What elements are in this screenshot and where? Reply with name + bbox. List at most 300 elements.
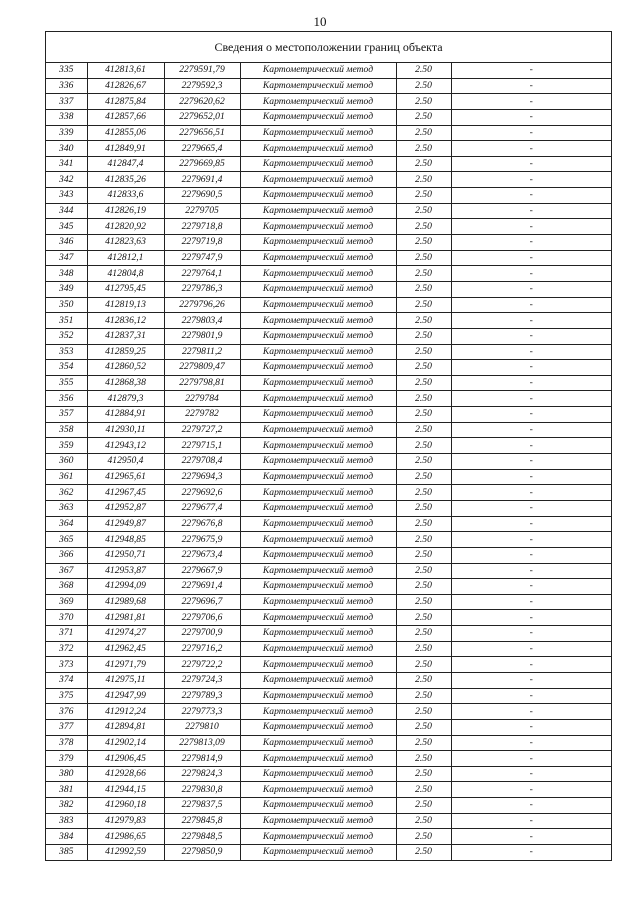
point-number-cell: 346 (46, 235, 87, 251)
x-coordinate-cell: 412994,09 (87, 579, 164, 595)
point-number-cell: 363 (46, 500, 87, 516)
y-coordinate-cell: 2279727,2 (164, 422, 240, 438)
point-number-cell: 378 (46, 735, 87, 751)
accuracy-cell: 2.50 (396, 782, 451, 798)
method-cell: Картометрический метод (240, 672, 396, 688)
y-coordinate-cell: 2279592,3 (164, 78, 240, 94)
point-number-cell: 383 (46, 813, 87, 829)
point-number-cell: 337 (46, 94, 87, 110)
point-number-cell: 339 (46, 125, 87, 141)
accuracy-cell: 2.50 (396, 109, 451, 125)
x-coordinate-cell: 412950,71 (87, 547, 164, 563)
point-number-cell: 371 (46, 626, 87, 642)
table-row (46, 203, 611, 219)
point-number-cell: 352 (46, 328, 87, 344)
method-cell: Картометрический метод (240, 688, 396, 704)
y-coordinate-cell: 2279809,47 (164, 360, 240, 376)
y-coordinate-cell: 2279784 (164, 391, 240, 407)
accuracy-cell: 2.50 (396, 328, 451, 344)
method-cell: Картометрический метод (240, 610, 396, 626)
y-coordinate-cell: 2279696,7 (164, 594, 240, 610)
y-coordinate-cell: 2279691,4 (164, 579, 240, 595)
description-cell: - (451, 219, 611, 235)
x-coordinate-cell: 412875,84 (87, 94, 164, 110)
table-row (46, 328, 611, 344)
point-number-cell: 349 (46, 281, 87, 297)
table-row (46, 563, 611, 579)
method-cell: Картометрический метод (240, 469, 396, 485)
point-number-cell: 381 (46, 782, 87, 798)
y-coordinate-cell: 2279591,79 (164, 63, 240, 78)
y-coordinate-cell: 2279690,5 (164, 188, 240, 204)
point-number-cell: 372 (46, 641, 87, 657)
x-coordinate-cell: 412836,12 (87, 313, 164, 329)
table-row (46, 454, 611, 470)
method-cell: Картометрический метод (240, 125, 396, 141)
point-number-cell: 373 (46, 657, 87, 673)
method-cell: Картометрический метод (240, 156, 396, 172)
x-coordinate-cell: 412944,15 (87, 782, 164, 798)
accuracy-cell: 2.50 (396, 516, 451, 532)
accuracy-cell: 2.50 (396, 360, 451, 376)
y-coordinate-cell: 2279667,9 (164, 563, 240, 579)
accuracy-cell: 2.50 (396, 281, 451, 297)
y-coordinate-cell: 2279677,4 (164, 500, 240, 516)
point-number-cell: 353 (46, 344, 87, 360)
x-coordinate-cell: 412835,26 (87, 172, 164, 188)
coordinates-table-body (46, 63, 611, 860)
method-cell: Картометрический метод (240, 94, 396, 110)
point-number-cell: 342 (46, 172, 87, 188)
method-cell: Картометрический метод (240, 813, 396, 829)
y-coordinate-cell: 2279786,3 (164, 281, 240, 297)
description-cell: - (451, 594, 611, 610)
point-number-cell: 355 (46, 375, 87, 391)
description-cell: - (451, 829, 611, 845)
point-number-cell: 365 (46, 532, 87, 548)
y-coordinate-cell: 2279813,09 (164, 735, 240, 751)
accuracy-cell: 2.50 (396, 626, 451, 642)
accuracy-cell: 2.50 (396, 579, 451, 595)
method-cell: Картометрический метод (240, 500, 396, 516)
accuracy-cell: 2.50 (396, 469, 451, 485)
x-coordinate-cell: 412962,45 (87, 641, 164, 657)
description-cell: - (451, 407, 611, 423)
method-cell: Картометрический метод (240, 391, 396, 407)
description-cell: - (451, 813, 611, 829)
point-number-cell: 340 (46, 141, 87, 157)
x-coordinate-cell: 412837,31 (87, 328, 164, 344)
table-row (46, 704, 611, 720)
description-cell: - (451, 297, 611, 313)
table-row (46, 719, 611, 735)
x-coordinate-cell: 412912,24 (87, 704, 164, 720)
x-coordinate-cell: 412986,65 (87, 829, 164, 845)
table-row (46, 78, 611, 94)
y-coordinate-cell: 2279811,2 (164, 344, 240, 360)
y-coordinate-cell: 2279824,3 (164, 766, 240, 782)
x-coordinate-cell: 412949,87 (87, 516, 164, 532)
description-cell: - (451, 422, 611, 438)
table-row (46, 250, 611, 266)
description-cell: - (451, 485, 611, 501)
y-coordinate-cell: 2279620,62 (164, 94, 240, 110)
description-cell: - (451, 125, 611, 141)
description-cell: - (451, 266, 611, 282)
accuracy-cell: 2.50 (396, 391, 451, 407)
table-row (46, 610, 611, 626)
x-coordinate-cell: 412894,81 (87, 719, 164, 735)
x-coordinate-cell: 412879,3 (87, 391, 164, 407)
y-coordinate-cell: 2279652,01 (164, 109, 240, 125)
table-row (46, 672, 611, 688)
method-cell: Картометрический метод (240, 78, 396, 94)
accuracy-cell: 2.50 (396, 297, 451, 313)
description-cell: - (451, 563, 611, 579)
method-cell: Картометрический метод (240, 109, 396, 125)
method-cell: Картометрический метод (240, 297, 396, 313)
x-coordinate-cell: 412826,67 (87, 78, 164, 94)
method-cell: Картометрический метод (240, 407, 396, 423)
description-cell: - (451, 375, 611, 391)
accuracy-cell: 2.50 (396, 203, 451, 219)
table-row (46, 125, 611, 141)
accuracy-cell: 2.50 (396, 845, 451, 860)
y-coordinate-cell: 2279845,8 (164, 813, 240, 829)
accuracy-cell: 2.50 (396, 751, 451, 767)
description-cell: - (451, 719, 611, 735)
x-coordinate-cell: 412860,52 (87, 360, 164, 376)
x-coordinate-cell: 412965,61 (87, 469, 164, 485)
table-row (46, 782, 611, 798)
table-row (46, 94, 611, 110)
y-coordinate-cell: 2279782 (164, 407, 240, 423)
table-row (46, 813, 611, 829)
y-coordinate-cell: 2279724,3 (164, 672, 240, 688)
accuracy-cell: 2.50 (396, 344, 451, 360)
table-row (46, 657, 611, 673)
y-coordinate-cell: 2279718,8 (164, 219, 240, 235)
accuracy-cell: 2.50 (396, 813, 451, 829)
point-number-cell: 335 (46, 63, 87, 78)
accuracy-cell: 2.50 (396, 266, 451, 282)
table-row (46, 422, 611, 438)
method-cell: Картометрический метод (240, 219, 396, 235)
table-row (46, 141, 611, 157)
x-coordinate-cell: 412833,6 (87, 188, 164, 204)
point-number-cell: 374 (46, 672, 87, 688)
table-row (46, 172, 611, 188)
x-coordinate-cell: 412947,99 (87, 688, 164, 704)
method-cell: Картометрический метод (240, 547, 396, 563)
table-row (46, 688, 611, 704)
method-cell: Картометрический метод (240, 485, 396, 501)
method-cell: Картометрический метод (240, 281, 396, 297)
description-cell: - (451, 94, 611, 110)
y-coordinate-cell: 2279722,2 (164, 657, 240, 673)
table-row (46, 641, 611, 657)
y-coordinate-cell: 2279715,1 (164, 438, 240, 454)
accuracy-cell: 2.50 (396, 657, 451, 673)
accuracy-cell: 2.50 (396, 422, 451, 438)
table-row (46, 735, 611, 751)
y-coordinate-cell: 2279810 (164, 719, 240, 735)
point-number-cell: 375 (46, 688, 87, 704)
table-row (46, 500, 611, 516)
description-cell: - (451, 751, 611, 767)
description-cell: - (451, 798, 611, 814)
accuracy-cell: 2.50 (396, 610, 451, 626)
table-row (46, 391, 611, 407)
description-cell: - (451, 156, 611, 172)
point-number-cell: 361 (46, 469, 87, 485)
x-coordinate-cell: 412953,87 (87, 563, 164, 579)
point-number-cell: 380 (46, 766, 87, 782)
x-coordinate-cell: 412795,45 (87, 281, 164, 297)
description-cell: - (451, 845, 611, 860)
x-coordinate-cell: 412847,4 (87, 156, 164, 172)
y-coordinate-cell: 2279801,9 (164, 328, 240, 344)
x-coordinate-cell: 412884,91 (87, 407, 164, 423)
description-cell: - (451, 782, 611, 798)
accuracy-cell: 2.50 (396, 188, 451, 204)
description-cell: - (451, 63, 611, 78)
description-cell: - (451, 626, 611, 642)
table-row (46, 845, 611, 860)
y-coordinate-cell: 2279848,5 (164, 829, 240, 845)
description-cell: - (451, 547, 611, 563)
method-cell: Картометрический метод (240, 719, 396, 735)
table-row (46, 798, 611, 814)
y-coordinate-cell: 2279692,6 (164, 485, 240, 501)
point-number-cell: 382 (46, 798, 87, 814)
method-cell: Картометрический метод (240, 735, 396, 751)
description-cell: - (451, 141, 611, 157)
x-coordinate-cell: 412930,11 (87, 422, 164, 438)
description-cell: - (451, 235, 611, 251)
point-number-cell: 370 (46, 610, 87, 626)
table-row (46, 281, 611, 297)
accuracy-cell: 2.50 (396, 63, 451, 78)
method-cell: Картометрический метод (240, 798, 396, 814)
method-cell: Картометрический метод (240, 141, 396, 157)
accuracy-cell: 2.50 (396, 719, 451, 735)
x-coordinate-cell: 412952,87 (87, 500, 164, 516)
method-cell: Картометрический метод (240, 532, 396, 548)
x-coordinate-cell: 412902,14 (87, 735, 164, 751)
description-cell: - (451, 610, 611, 626)
method-cell: Картометрический метод (240, 579, 396, 595)
x-coordinate-cell: 412974,27 (87, 626, 164, 642)
x-coordinate-cell: 412981,81 (87, 610, 164, 626)
section-title: Сведения о местоположении границ объекта (46, 32, 611, 63)
point-number-cell: 350 (46, 297, 87, 313)
description-cell: - (451, 532, 611, 548)
method-cell: Картометрический метод (240, 188, 396, 204)
description-cell: - (451, 469, 611, 485)
description-cell: - (451, 579, 611, 595)
point-number-cell: 366 (46, 547, 87, 563)
accuracy-cell: 2.50 (396, 594, 451, 610)
x-coordinate-cell: 412960,18 (87, 798, 164, 814)
method-cell: Картометрический метод (240, 766, 396, 782)
table-row (46, 188, 611, 204)
table-row (46, 532, 611, 548)
accuracy-cell: 2.50 (396, 500, 451, 516)
y-coordinate-cell: 2279796,26 (164, 297, 240, 313)
accuracy-cell: 2.50 (396, 78, 451, 94)
description-cell: - (451, 344, 611, 360)
point-number-cell: 345 (46, 219, 87, 235)
method-cell: Картометрический метод (240, 313, 396, 329)
x-coordinate-cell: 412992,59 (87, 845, 164, 860)
x-coordinate-cell: 412950,4 (87, 454, 164, 470)
method-cell: Картометрический метод (240, 328, 396, 344)
method-cell: Картометрический метод (240, 63, 396, 78)
table-row (46, 751, 611, 767)
accuracy-cell: 2.50 (396, 563, 451, 579)
table-row (46, 360, 611, 376)
y-coordinate-cell: 2279719,8 (164, 235, 240, 251)
point-number-cell: 351 (46, 313, 87, 329)
x-coordinate-cell: 412906,45 (87, 751, 164, 767)
method-cell: Картометрический метод (240, 422, 396, 438)
y-coordinate-cell: 2279694,3 (164, 469, 240, 485)
method-cell: Картометрический метод (240, 203, 396, 219)
point-number-cell: 338 (46, 109, 87, 125)
table-row (46, 109, 611, 125)
point-number-cell: 344 (46, 203, 87, 219)
x-coordinate-cell: 412868,38 (87, 375, 164, 391)
table-row (46, 375, 611, 391)
method-cell: Картометрический метод (240, 563, 396, 579)
x-coordinate-cell: 412979,83 (87, 813, 164, 829)
y-coordinate-cell: 2279665,4 (164, 141, 240, 157)
x-coordinate-cell: 412971,79 (87, 657, 164, 673)
accuracy-cell: 2.50 (396, 438, 451, 454)
accuracy-cell: 2.50 (396, 704, 451, 720)
description-cell: - (451, 203, 611, 219)
description-cell: - (451, 704, 611, 720)
description-cell: - (451, 172, 611, 188)
x-coordinate-cell: 412820,92 (87, 219, 164, 235)
y-coordinate-cell: 2279705 (164, 203, 240, 219)
table-row (46, 266, 611, 282)
y-coordinate-cell: 2279764,1 (164, 266, 240, 282)
description-cell: - (451, 281, 611, 297)
accuracy-cell: 2.50 (396, 532, 451, 548)
accuracy-cell: 2.50 (396, 798, 451, 814)
point-number-cell: 385 (46, 845, 87, 860)
method-cell: Картометрический метод (240, 360, 396, 376)
accuracy-cell: 2.50 (396, 407, 451, 423)
point-number-cell: 368 (46, 579, 87, 595)
y-coordinate-cell: 2279837,5 (164, 798, 240, 814)
boundary-sheet (45, 31, 612, 861)
table-row (46, 579, 611, 595)
x-coordinate-cell: 412855,06 (87, 125, 164, 141)
point-number-cell: 377 (46, 719, 87, 735)
table-row (46, 516, 611, 532)
y-coordinate-cell: 2279691,4 (164, 172, 240, 188)
y-coordinate-cell: 2279747,9 (164, 250, 240, 266)
point-number-cell: 354 (46, 360, 87, 376)
x-coordinate-cell: 412859,25 (87, 344, 164, 360)
point-number-cell: 336 (46, 78, 87, 94)
x-coordinate-cell: 412967,45 (87, 485, 164, 501)
accuracy-cell: 2.50 (396, 156, 451, 172)
point-number-cell: 348 (46, 266, 87, 282)
accuracy-cell: 2.50 (396, 313, 451, 329)
point-number-cell: 356 (46, 391, 87, 407)
method-cell: Картометрический метод (240, 235, 396, 251)
x-coordinate-cell: 412812,1 (87, 250, 164, 266)
accuracy-cell: 2.50 (396, 375, 451, 391)
table-row (46, 344, 611, 360)
method-cell: Картометрический метод (240, 250, 396, 266)
accuracy-cell: 2.50 (396, 641, 451, 657)
method-cell: Картометрический метод (240, 516, 396, 532)
accuracy-cell: 2.50 (396, 688, 451, 704)
accuracy-cell: 2.50 (396, 235, 451, 251)
description-cell: - (451, 391, 611, 407)
accuracy-cell: 2.50 (396, 672, 451, 688)
method-cell: Картометрический метод (240, 782, 396, 798)
x-coordinate-cell: 412943,12 (87, 438, 164, 454)
description-cell: - (451, 500, 611, 516)
y-coordinate-cell: 2279830,8 (164, 782, 240, 798)
method-cell: Картометрический метод (240, 266, 396, 282)
method-cell: Картометрический метод (240, 375, 396, 391)
method-cell: Картометрический метод (240, 641, 396, 657)
point-number-cell: 347 (46, 250, 87, 266)
x-coordinate-cell: 412819,13 (87, 297, 164, 313)
table-row (46, 594, 611, 610)
description-cell: - (451, 188, 611, 204)
description-cell: - (451, 360, 611, 376)
table-row (46, 766, 611, 782)
description-cell: - (451, 657, 611, 673)
y-coordinate-cell: 2279773,3 (164, 704, 240, 720)
description-cell: - (451, 78, 611, 94)
point-number-cell: 357 (46, 407, 87, 423)
description-cell: - (451, 516, 611, 532)
x-coordinate-cell: 412813,61 (87, 63, 164, 78)
point-number-cell: 358 (46, 422, 87, 438)
y-coordinate-cell: 2279708,4 (164, 454, 240, 470)
table-row (46, 829, 611, 845)
point-number-cell: 384 (46, 829, 87, 845)
table-row (46, 547, 611, 563)
method-cell: Картометрический метод (240, 454, 396, 470)
description-cell: - (451, 313, 611, 329)
accuracy-cell: 2.50 (396, 766, 451, 782)
point-number-cell: 379 (46, 751, 87, 767)
x-coordinate-cell: 412823,63 (87, 235, 164, 251)
point-number-cell: 359 (46, 438, 87, 454)
y-coordinate-cell: 2279656,51 (164, 125, 240, 141)
method-cell: Картометрический метод (240, 829, 396, 845)
x-coordinate-cell: 412804,8 (87, 266, 164, 282)
description-cell: - (451, 328, 611, 344)
table-row (46, 485, 611, 501)
y-coordinate-cell: 2279789,3 (164, 688, 240, 704)
y-coordinate-cell: 2279676,8 (164, 516, 240, 532)
method-cell: Картометрический метод (240, 172, 396, 188)
y-coordinate-cell: 2279798,81 (164, 375, 240, 391)
description-cell: - (451, 641, 611, 657)
x-coordinate-cell: 412989,68 (87, 594, 164, 610)
